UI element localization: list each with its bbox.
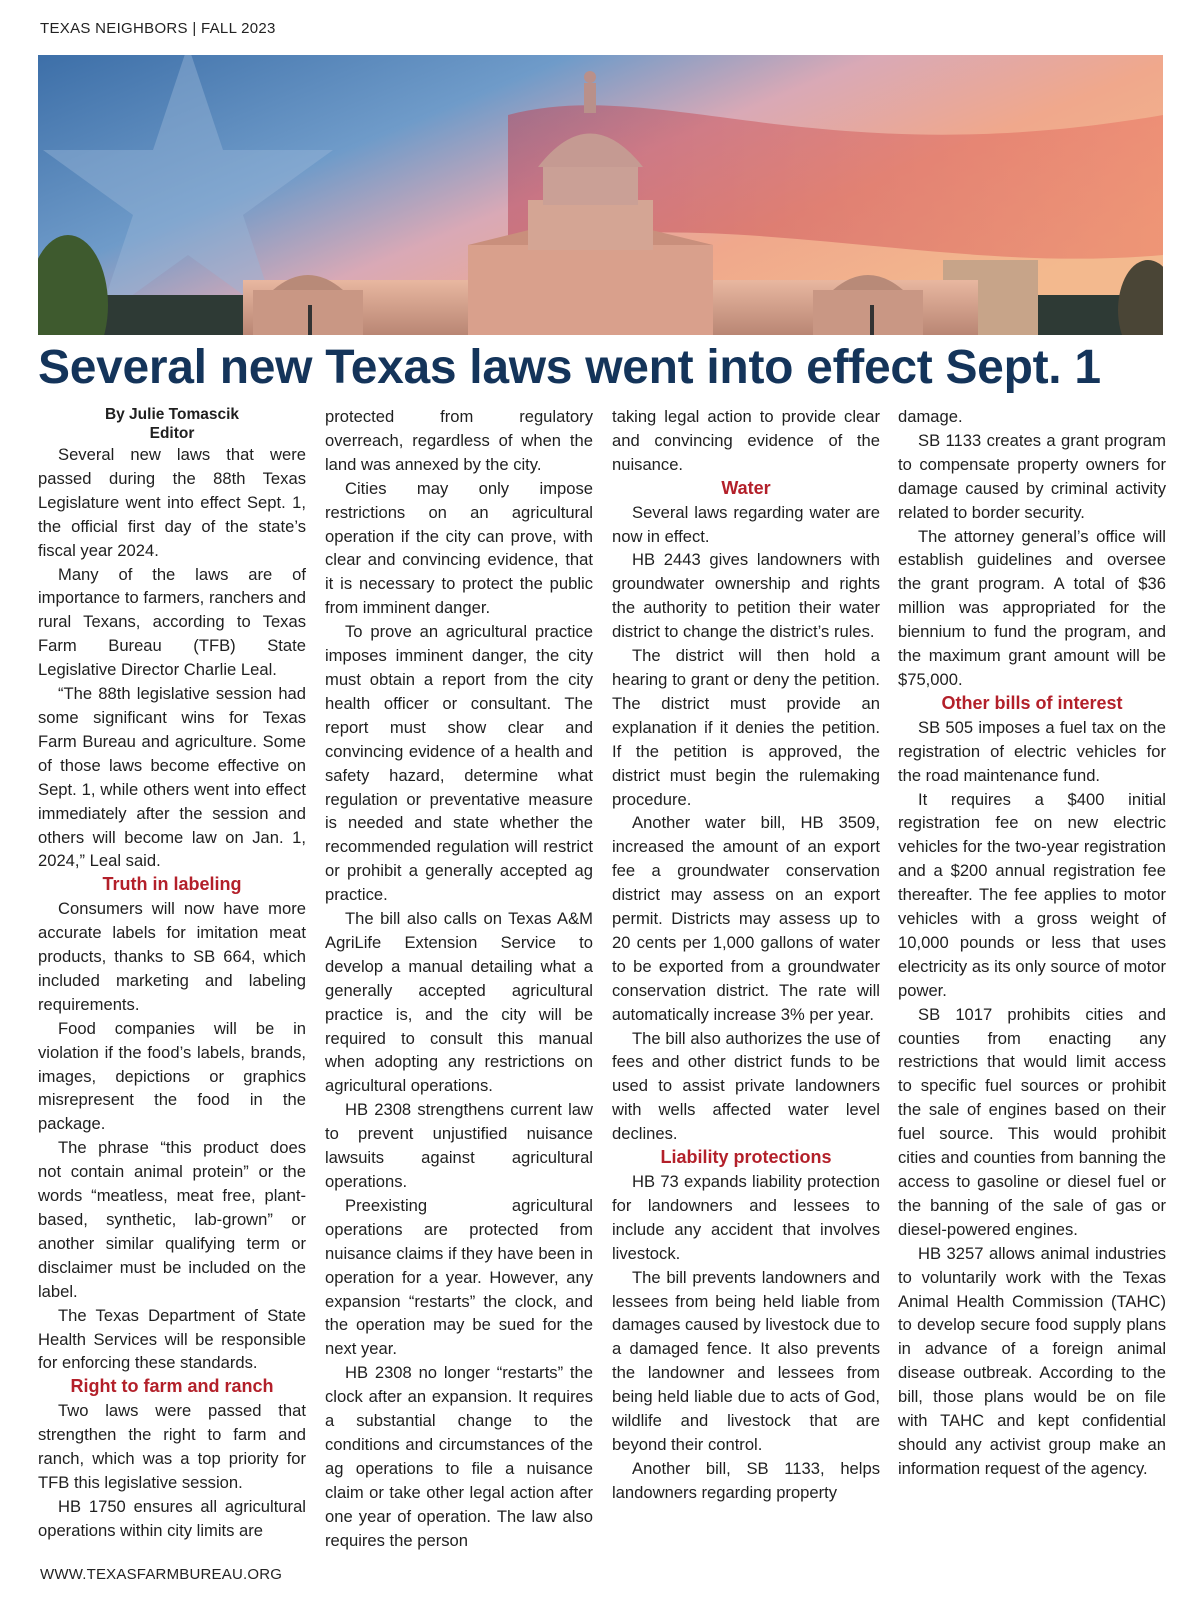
paragraph: Food companies will be in violation if the food’s labels, brands, images, depictions or graphics misrepresent the food in the package. xyxy=(38,1018,306,1134)
paragraph: The phrase “this product does not contain animal protein” or the words “meatless, meat free, plant-based, synthetic, lab-grown” or another similar qualifying term or disclaimer must be included on the label. xyxy=(38,1138,306,1301)
paragraph: protected from regulatory overreach, regardless of when the land was annexed by the city. xyxy=(325,407,593,474)
column-3 xyxy=(612,405,880,1505)
paragraph: To prove an agricultural practice imposes imminent danger, the city must obtain a report from the city health officer or consultant. The report must show clear and convincing evidence of a health and safety hazard, determine what regulation or preventative measure is needed and state whether the recommended regulation will restrict or prohibit a generally accepted ag practice. xyxy=(325,622,593,905)
paragraph: Two laws were passed that strengthen the right to farm and ranch, which was a top priority for TFB this legislative session. xyxy=(38,1401,306,1492)
column-4 xyxy=(898,405,1166,1481)
paragraph: The bill also calls on Texas A&M AgriLife Extension Service to develop a manual detailing what a generally accepted agricultural practice is, and the city will be required to consult this manual when adopting any restrictions on agricultural operations. xyxy=(325,909,593,1096)
paragraph: taking legal action to provide clear and convincing evidence of the nuisance. xyxy=(612,407,880,474)
paragraph: The attorney general’s office will establish guidelines and oversee the grant program. A total of $36 million was appropriated for the biennium to fund the program, and the maximum grant amount will be $75,000. xyxy=(898,526,1166,689)
paragraph: Consumers will now have more accurate labels for imitation meat products, thanks to SB 664, which included marketing and labeling requirements. xyxy=(38,899,306,1014)
paragraph: HB 73 expands liability protection for landowners and lessees to include any accident that involves livestock. xyxy=(612,1172,880,1263)
paragraph: SB 1017 prohibits cities and counties from enacting any restrictions that would limit access to specific fuel sources or prohibit the sale of engines based on their fuel source. This would prohibit cities and counties from banning the access to gasoline or diesel fuel or the banning of the sale of gas or diesel-powered engines. xyxy=(898,1004,1166,1239)
paragraph: The district will then hold a hearing to grant or deny the petition. The district must provide an explanation if it denies the petition. If the petition is approved, the district must begin the rulemaking procedure. xyxy=(612,646,880,809)
hero-image xyxy=(38,55,1163,335)
paragraph: Another water bill, HB 3509, increased the amount of an export fee a groundwater conservation district may assess on an export permit. Districts may assess up to 20 cents per 1,000 gallons of water to be exported from a groundwater conservation district. The rate will automatically increase 3% per year. xyxy=(612,813,880,1024)
paragraph: SB 1133 creates a grant program to compensate property owners for damage caused by criminal activity related to border security. xyxy=(898,430,1166,522)
byline-role: Editor xyxy=(149,425,195,442)
footer-url: WWW.TEXASFARMBUREAU.ORG xyxy=(40,1566,283,1583)
paragraph: SB 505 imposes a fuel tax on the registration of electric vehicles for the road maintenance fund. xyxy=(898,717,1166,785)
paragraph: HB 3257 allows animal industries to voluntarily work with the Texas Animal Health Commission (TAHC) to develop secure food supply plans in advance of a foreign animal disease outbreak. According to the bill, those plans would be on file with TAHC and kept confidential should any activist group make an information request of the agency. xyxy=(898,1243,1166,1478)
subhead: Liability protections xyxy=(660,1147,832,1168)
byline xyxy=(38,405,306,443)
paragraph: Cities may only impose restrictions on an agricultural operation if the city can prove, with clear and convincing evidence, that it is necessary to protect the public from imminent danger. xyxy=(325,478,593,618)
texas-capitol-flag-image xyxy=(38,55,1163,335)
paragraph: HB 2443 gives landowners with groundwater ownership and rights the authority to petition their water district to change the district’s rules. xyxy=(612,550,880,642)
paragraph: Several new laws that were passed during the 88th Texas Legislature went into effect Sept. 1, the official first day of the state’s fiscal year 2024. xyxy=(38,445,306,560)
paragraph: “The 88th legislative session had some significant wins for Texas Farm Bureau and agriculture. Some of those laws become effective on Sept. 1, while others went into effect immediately after the session and others will become law on Jan. 1, 2024,” Leal said. xyxy=(38,684,306,871)
paragraph: Another bill, SB 1133, helps landowners regarding property xyxy=(612,1458,880,1502)
paragraph: The bill also authorizes the use of fees and other district funds to be used to assist private landowners with wells affected water level declines. xyxy=(612,1028,880,1144)
paragraph: HB 2308 no longer “restarts” the clock after an expansion. It requires a substantial change to the conditions and circumstances of the ag operations to file a nuisance claim or take other legal action after one year of operation. The law also requires the person xyxy=(325,1363,593,1550)
paragraph: damage. xyxy=(898,407,963,426)
paragraph: The Texas Department of State Health Services will be responsible for enforcing these standards. xyxy=(38,1305,306,1373)
paragraph: Many of the laws are of importance to farmers, ranchers and rural Texans, according to Texas Farm Bureau (TFB) State Legislative Director Charlie Leal. xyxy=(38,564,306,680)
column-2 xyxy=(325,405,593,1553)
subhead: Truth in labeling xyxy=(102,874,242,895)
paragraph: Preexisting agricultural operations are protected from nuisance claims if they have been in operation for a year. However, any expansion “restarts” the clock, and the operation may be sued for the next year. xyxy=(325,1195,593,1359)
column-1 xyxy=(38,405,306,1543)
subhead: Water xyxy=(721,477,771,498)
byline-author: By Julie Tomascik xyxy=(104,406,240,423)
paragraph: Several laws regarding water are now in effect. xyxy=(612,502,880,546)
subhead: Other bills of interest xyxy=(941,692,1123,713)
paragraph: It requires a $400 initial registration fee on new electric vehicles for the two-year registration and a $200 annual registration fee thereafter. The fee applies to motor vehicles with a gross weight of 10,000 pounds or less that uses electricity as its only source of motor power. xyxy=(898,789,1166,1000)
paragraph: HB 1750 ensures all agricultural operations within city limits are xyxy=(38,1496,306,1540)
subhead: Right to farm and ranch xyxy=(70,1376,274,1397)
paragraph: The bill prevents landowners and lessees from being held liable from damages caused by livestock due to a damaged fence. It also prevents the landowner and lessees from being held liable due to acts of God, wildlife and livestock that are beyond their control. xyxy=(612,1267,880,1454)
paragraph: HB 2308 strengthens current law to prevent unjustified nuisance lawsuits against agricultural operations. xyxy=(325,1100,593,1191)
running-head: TEXAS NEIGHBORS | FALL 2023 xyxy=(40,20,276,37)
headline: Several new Texas laws went into effect Sept. 1 xyxy=(38,341,1101,394)
